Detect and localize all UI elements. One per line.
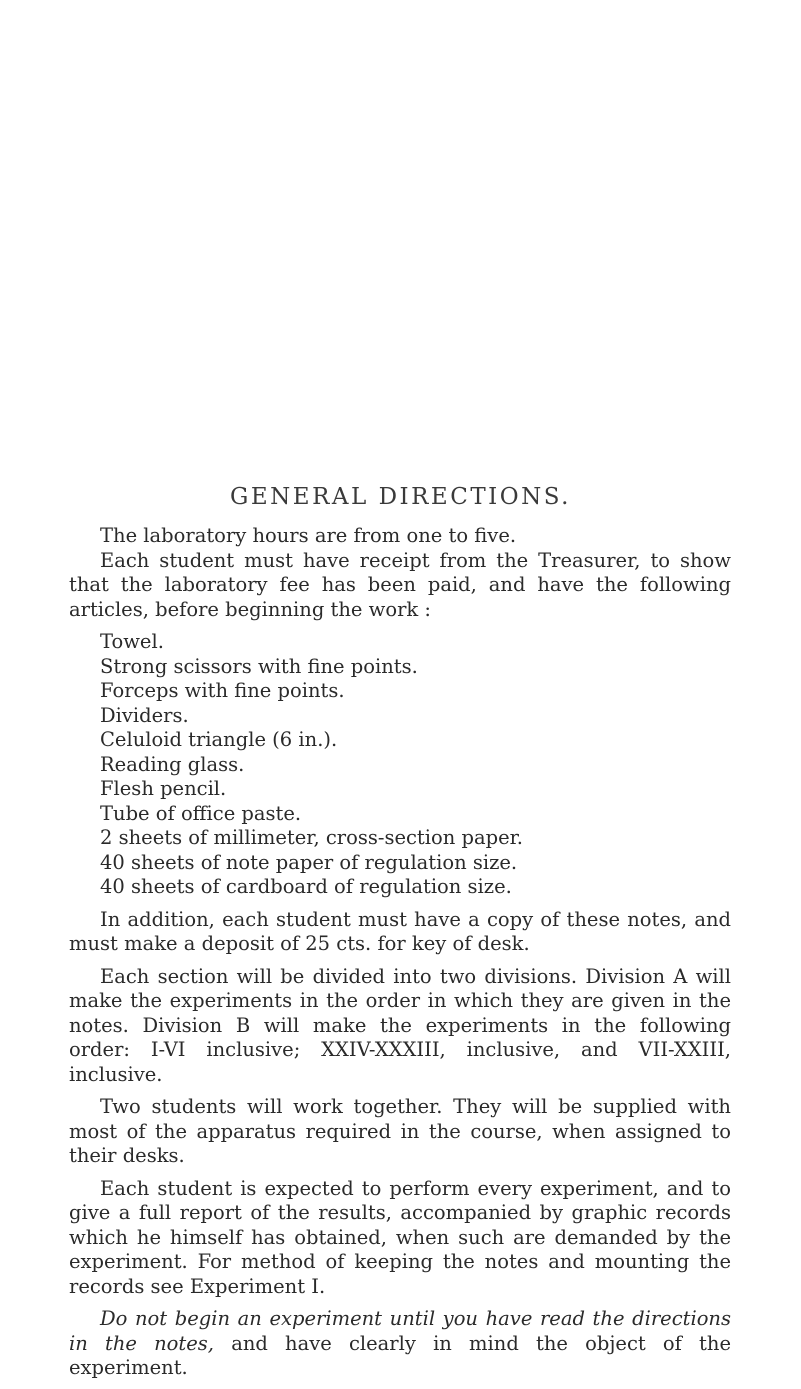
paragraph-requirements: Each student must have receipt from the Treasurer, to show that the laboratory fee has been paid, and have the following articles, before beginning the work :	[69, 548, 731, 621]
page-title: GENERAL DIRECTIONS.	[230, 484, 571, 510]
paragraph-divisions: Each section will be divided into two divisions. Division A will make the experiments in the order in which they are given in the notes. Division B will make the experiments in the following order: I-VI inclusive; XXIV-XXXIII, inclusive, and VII-XXIII, inclusive.	[69, 964, 731, 1086]
italic-instruction: Do not begin an experiment until you have read the directions in the notes,	[69, 1307, 731, 1355]
list-item: Dividers.	[100, 703, 189, 727]
list-item: 40 sheets of note paper of regulation size.	[100, 850, 518, 874]
list-item: Strong scissors with fine points.	[100, 654, 418, 678]
document-body	[69, 524, 731, 1389]
articles-list	[69, 630, 731, 900]
list-item: 40 sheets of cardboard of regulation size.	[100, 875, 512, 898]
paragraph-final-instruction	[69, 1307, 731, 1381]
instruction-rest: and have clearly in mind the object of the experiment.	[69, 1331, 731, 1379]
list-item: Tube of office paste.	[100, 801, 302, 825]
list-item: 2 sheets of millimeter, cross-section paper.	[100, 826, 524, 849]
paragraph-laboratory-hours: The laboratory hours are from one to five.	[100, 524, 517, 547]
list-item: Forceps with fine points.	[100, 679, 345, 702]
list-item: Reading glass.	[100, 752, 245, 776]
paragraph-partners: Two students will work together. They will be supplied with most of the apparatus required in the course, when assigned to their desks.	[69, 1095, 731, 1167]
list-item: Towel.	[100, 630, 164, 653]
paragraph-reports: Each student is expected to perform every experiment, and to give a full report of the results, accompanied by graphic records which he himself has obtained, when such are demanded by the experiment. For method of keeping the notes and mounting the records see Experiment I.	[69, 1176, 731, 1298]
list-item: Celuloid triangle (6 in.).	[100, 728, 338, 751]
paragraph-deposit: In addition, each student must have a copy of these notes, and must make a deposit of 25 cts. for key of desk.	[69, 907, 731, 955]
list-item: Flesh pencil.	[100, 777, 227, 800]
